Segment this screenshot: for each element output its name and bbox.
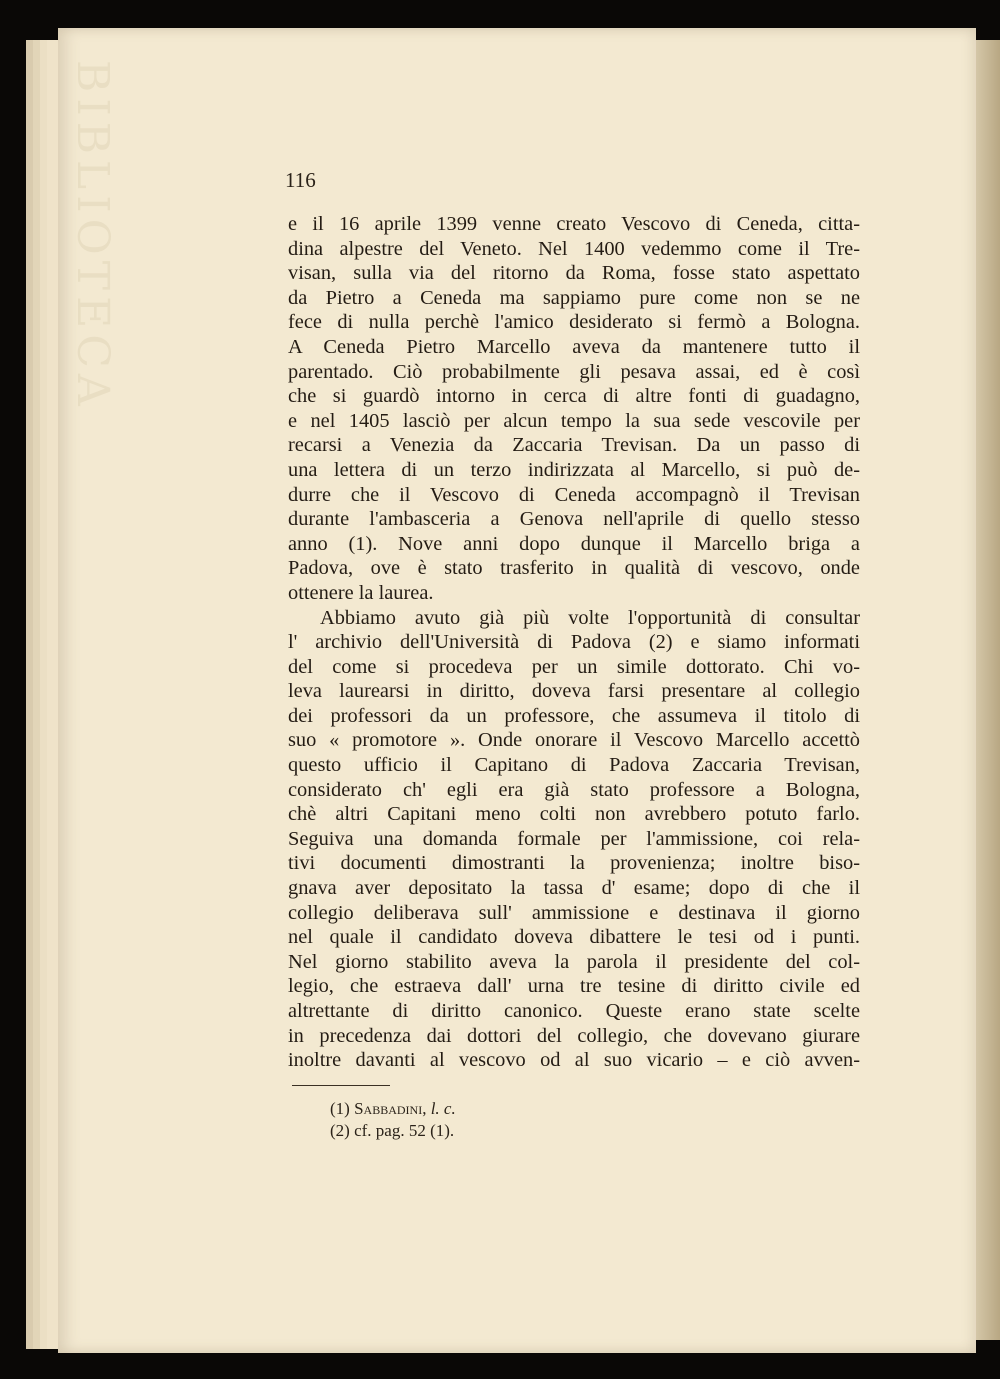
- text-line: Seguiva una domanda formale per l'ammissione, coi rela-: [288, 827, 860, 850]
- text-line: A Ceneda Pietro Marcello aveva da mantenere tutto il: [288, 335, 860, 358]
- text-line: anno (1). Nove anni dopo dunque il Marcello briga a: [288, 532, 860, 555]
- watermark: BIBLIOTECA: [67, 60, 118, 412]
- footnote-text: cf. pag. 52 (1).: [354, 1121, 455, 1140]
- footnote-reference: l. c.: [430, 1099, 456, 1118]
- text-line: tivi documenti dimostranti la provenienza; inoltre biso-: [288, 852, 860, 875]
- text-line: nel quale il candidato doveva dibattere le tesi od i punti.: [288, 926, 860, 949]
- text-line: ottenere la laurea.: [288, 581, 434, 604]
- text-line: fece di nulla perchè l'amico desiderato si fermò a Bologna.: [288, 311, 860, 334]
- page-number: 116: [285, 168, 316, 192]
- text-line: visan, sulla via del ritorno da Roma, fosse stato aspettato: [288, 262, 860, 285]
- text-line: altrettante di diritto canonico. Queste erano state scelte: [288, 1000, 860, 1022]
- text-line: recarsi a Venezia da Zaccaria Trevisan. Da un passo di: [288, 434, 860, 457]
- text-line: del come si procedeva per un simile dottorato. Chi vo-: [288, 655, 860, 678]
- text-line: in precedenza dai dottori del collegio, che dovevano giurare: [288, 1024, 860, 1047]
- body-text: [288, 212, 860, 1073]
- text-line: Padova, ove è stato trasferito in qualità di vescovo, onde: [288, 557, 860, 580]
- text-line: che si guardò intorno in cerca di altre fonti di guadagno,: [288, 385, 860, 408]
- footnote-mark: (1): [330, 1099, 350, 1118]
- text-line: durre che il Vescovo di Ceneda accompagnò il Trevisan: [288, 483, 860, 506]
- text-line: inoltre davanti al vescovo od al suo vicario – e ciò avven-: [288, 1049, 860, 1072]
- facing-page-edge: [972, 40, 1000, 1340]
- text-line: e nel 1405 lasciò per alcun tempo la sua sede vescovile per: [288, 409, 860, 432]
- footnote-author: Sabbadini,: [354, 1099, 427, 1118]
- text-line: da Pietro a Ceneda ma sappiamo pure come non se ne: [288, 286, 860, 309]
- text-line: collegio deliberava sull' ammissione e destinava il giorno: [288, 901, 860, 924]
- text-line: l' archivio dell'Università di Padova (2) e siamo informati: [288, 631, 860, 654]
- footnote-1: [330, 1098, 456, 1120]
- footnotes: [330, 1098, 456, 1142]
- text-line: suo « promotore ». Onde onorare il Vescovo Marcello accettò: [288, 729, 860, 752]
- text-line: parentado. Ciò probabilmente gli pesava assai, ed è così: [288, 360, 860, 383]
- text-line: Nel giorno stabilito aveva la parola il presidente del col-: [288, 950, 860, 973]
- text-line: questo ufficio il Capitano di Padova Zaccaria Trevisan,: [288, 754, 860, 777]
- text-line: dei professori da un professore, che assumeva il titolo di: [288, 704, 860, 727]
- footnote-divider: [292, 1085, 390, 1086]
- footnote-2: [330, 1120, 456, 1142]
- text-line: una lettera di un terzo indirizzata al Marcello, si può de-: [288, 458, 860, 481]
- text-line: considerato ch' egli era già stato professore a Bologna,: [288, 778, 860, 801]
- text-line: leva laurearsi in diritto, doveva farsi presentare al collegio: [288, 680, 860, 703]
- footnote-mark: (2): [330, 1121, 350, 1140]
- text-line: e il 16 aprile 1399 venne creato Vescovo di Ceneda, citta-: [288, 213, 860, 235]
- text-line: dina alpestre del Veneto. Nel 1400 vedemmo come il Tre-: [288, 237, 860, 260]
- text-line: legio, che estraeva dall' urna tre tesine di diritto civile ed: [288, 975, 860, 998]
- text-line: durante l'ambasceria a Genova nell'aprile di quello stesso: [288, 508, 860, 531]
- text-line: Abbiamo avuto già più volte l'opportunità di consultar: [320, 606, 860, 629]
- text-line: chè altri Capitani meno colti non avrebbero potuto farlo.: [288, 803, 860, 826]
- text-line: gnava aver depositato la tassa d' esame; dopo di che il: [288, 877, 860, 900]
